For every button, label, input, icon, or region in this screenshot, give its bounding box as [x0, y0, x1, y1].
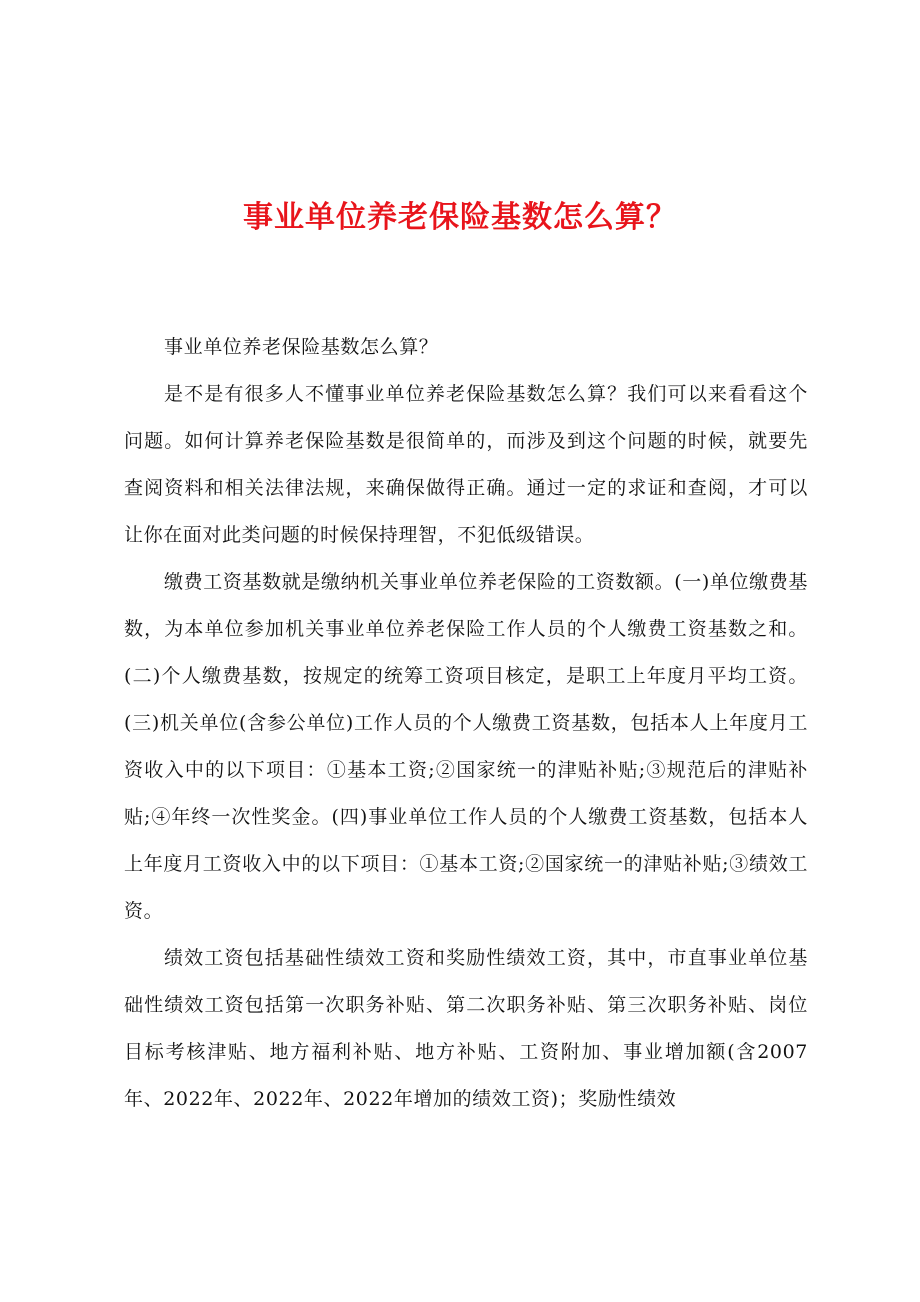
document-body	[124, 324, 808, 1123]
paragraph-contribution-base: 缴费工资基数就是缴纳机关事业单位养老保险的工资数额。(一)单位缴费基数，为本单位参加机关事业单位养老保险工作人员的个人缴费工资基数之和。(二)个人缴费基数，按规定的统筹工资项目核定，是职工上年度月平均工资。(三)机关单位(含参公单位)工作人员的个人缴费工资基数，包括本人上年度月工资收入中的以下项目：①基本工资;②国家统一的津贴补贴;③规范后的津贴补贴;④年终一次性奖金。(四)事业单位工作人员的个人缴费工资基数，包括本人上年度月工资收入中的以下项目：①基本工资;②国家统一的津贴补贴;③绩效工资。	[124, 571, 808, 922]
document-title: 事业单位养老保险基数怎么算？	[243, 200, 677, 235]
paragraph-performance-pay: 绩效工资包括基础性绩效工资和奖励性绩效工资，其中，市直事业单位基础性绩效工资包括第一次职务补贴、第二次职务补贴、第三次职务补贴、岗位目标考核津贴、地方福利补贴、地方补贴、工资附加、事业增加额(含2007年、2022年、2022年、2022年增加的绩效工资)；奖励性绩效	[124, 947, 808, 1110]
paragraph-heading: 事业单位养老保险基数怎么算？	[164, 336, 439, 358]
paragraph-intro: 是不是有很多人不懂事业单位养老保险基数怎么算？我们可以来看看这个问题。如何计算养老保险基数是很简单的，而涉及到这个问题的时候，就要先查阅资料和相关法律法规，来确保做得正确。通过一定的求证和查阅，才可以让你在面对此类问题的时候保持理智，不犯低级错误。	[124, 383, 808, 546]
